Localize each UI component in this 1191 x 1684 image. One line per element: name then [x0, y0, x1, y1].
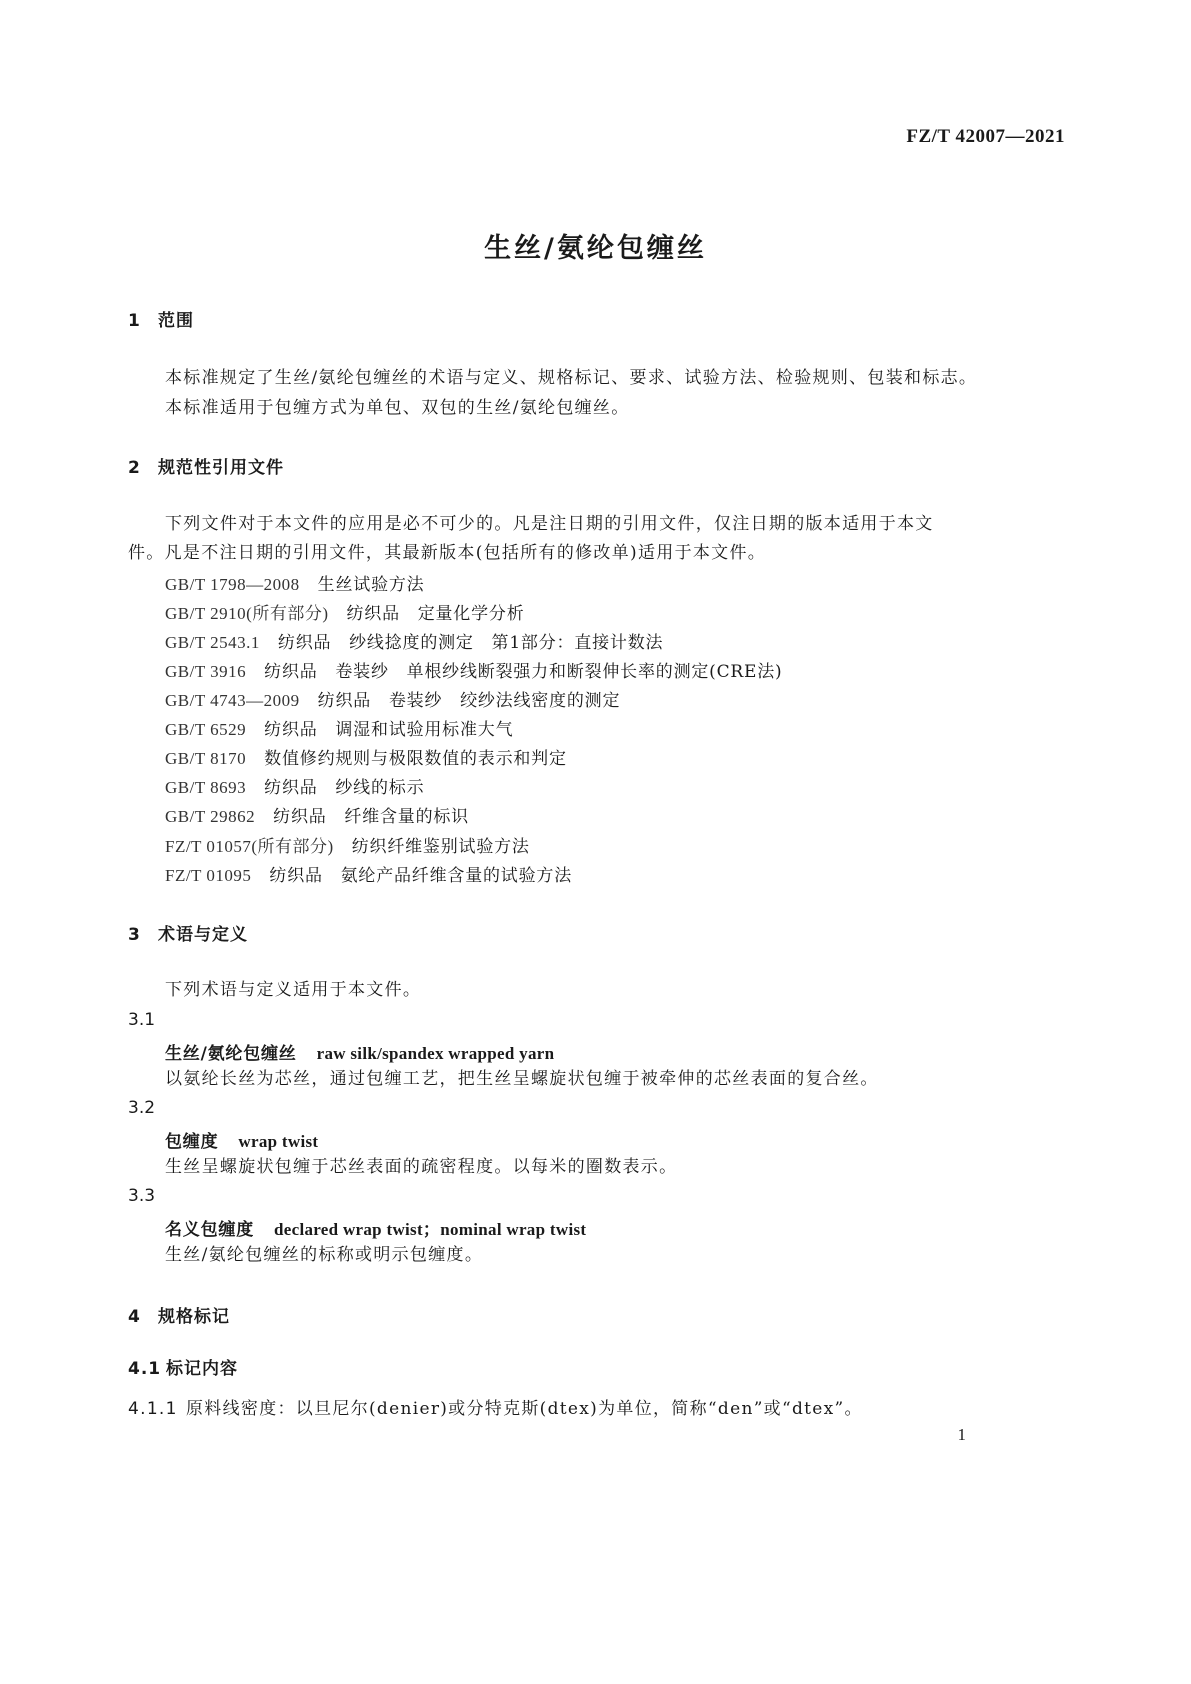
term-english: wrap twist — [238, 1132, 319, 1151]
section-4-heading — [128, 1302, 230, 1327]
reference-item — [165, 861, 572, 886]
term-entry — [165, 1039, 554, 1064]
section-number: 2 — [128, 458, 141, 478]
section-title: 术语与定义 — [158, 925, 248, 945]
reference-item — [165, 570, 424, 595]
reference-title: 纺织品 调湿和试验用标准大气 — [264, 720, 514, 740]
reference-code: GB/T 6529 — [165, 720, 247, 739]
reference-code: FZ/T 01095 — [165, 866, 252, 885]
subsection-number: 4.1 — [128, 1359, 162, 1379]
term-number: 3.1 — [128, 1010, 156, 1030]
term-chinese: 名义包缠度 — [165, 1220, 254, 1240]
reference-code: GB/T 3916 — [165, 662, 247, 681]
standard-code: FZ/T 42007—2021 — [906, 126, 1065, 147]
section-title: 规范性引用文件 — [158, 458, 284, 478]
term-number: 3.2 — [128, 1098, 156, 1118]
reference-code: GB/T 29862 — [165, 807, 256, 826]
reference-item — [165, 657, 782, 682]
reference-code: GB/T 8693 — [165, 778, 247, 797]
reference-item — [165, 628, 663, 653]
section-number: 1 — [128, 311, 141, 331]
term-definition: 生丝呈螺旋状包缠于芯丝表面的疏密程度。以每米的圈数表示。 — [165, 1157, 678, 1177]
reference-title: 纺织品 氨纶产品纤维含量的试验方法 — [269, 866, 572, 886]
reference-item — [165, 715, 513, 740]
reference-code: FZ/T 01057(所有部分) — [165, 837, 334, 856]
reference-code: GB/T 2543.1 — [165, 633, 260, 652]
term-entry — [165, 1215, 586, 1240]
reference-title: 纺织品 卷装纱 绞纱法线密度的测定 — [317, 691, 621, 711]
section-title: 规格标记 — [158, 1307, 230, 1327]
reference-code: GB/T 4743—2009 — [165, 691, 300, 710]
section-2-heading — [128, 453, 284, 478]
reference-code: GB/T 1798—2008 — [165, 575, 300, 594]
reference-title: 纺织品 纤维含量的标识 — [273, 807, 469, 827]
reference-title: 纺织纤维鉴别试验方法 — [351, 837, 530, 857]
term-chinese: 生丝/氨纶包缠丝 — [165, 1044, 297, 1064]
section-3-heading — [128, 920, 248, 945]
reference-item — [165, 744, 567, 769]
subsection-4-1-heading — [128, 1354, 238, 1379]
section-1-paragraph-2: 本标准适用于包缠方式为单包、双包的生丝/氨纶包缠丝。 — [165, 398, 630, 418]
reference-title: 数值修约规则与极限数值的表示和判定 — [264, 749, 567, 769]
term-definition: 以氨纶长丝为芯丝，通过包缠工艺，把生丝呈螺旋状包缠于被牵伸的芯丝表面的复合丝。 — [165, 1069, 879, 1089]
section-1-paragraph-1: 本标准规定了生丝/氨纶包缠丝的术语与定义、规格标记、要求、试验方法、检验规则、包装和标志。 — [165, 368, 978, 388]
item-text: 原料线密度：以旦尼尔(denier)或分特克斯(dtex)为单位，简称“den”或“dtex”。 — [186, 1399, 863, 1419]
term-english: declared wrap twist；nominal wrap twist — [274, 1220, 587, 1239]
term-entry — [165, 1127, 318, 1152]
document-title: 生丝/氨纶包缠丝 — [484, 233, 707, 264]
term-english: raw silk/spandex wrapped yarn — [316, 1044, 555, 1063]
reference-item — [165, 832, 530, 857]
term-chinese: 包缠度 — [165, 1132, 219, 1152]
reference-item — [165, 773, 424, 798]
reference-title: 纺织品 纱线捻度的测定 第1部分：直接计数法 — [277, 633, 664, 653]
section-title: 范围 — [158, 311, 194, 331]
reference-title: 纺织品 纱线的标示 — [264, 778, 425, 798]
reference-code: GB/T 8170 — [165, 749, 247, 768]
section-2-intro-line-1: 下列文件对于本文件的应用是必不可少的。凡是注日期的引用文件，仅注日期的版本适用于本文 — [165, 514, 934, 534]
subsection-title: 标记内容 — [166, 1359, 238, 1379]
reference-item — [165, 802, 469, 827]
reference-title: 纺织品 卷装纱 单根纱线断裂强力和断裂伸长率的测定(CRE法) — [264, 662, 783, 682]
reference-item — [165, 599, 525, 624]
reference-title: 纺织品 定量化学分析 — [346, 604, 525, 624]
section-number: 3 — [128, 925, 141, 945]
term-definition: 生丝/氨纶包缠丝的标称或明示包缠度。 — [165, 1245, 484, 1265]
page-number: 1 — [957, 1425, 966, 1444]
term-number: 3.3 — [128, 1186, 156, 1206]
section-3-intro: 下列术语与定义适用于本文件。 — [165, 980, 422, 1000]
section-2-intro-line-2: 件。凡是不注日期的引用文件，其最新版本(包括所有的修改单)适用于本文件。 — [128, 543, 767, 563]
section-1-heading — [128, 306, 194, 331]
reference-title: 生丝试验方法 — [317, 575, 425, 595]
item-number: 4.1.1 — [128, 1399, 178, 1419]
item-4-1-1 — [128, 1394, 863, 1424]
reference-item — [165, 686, 620, 711]
reference-code: GB/T 2910(所有部分) — [165, 604, 329, 623]
section-number: 4 — [128, 1307, 141, 1327]
